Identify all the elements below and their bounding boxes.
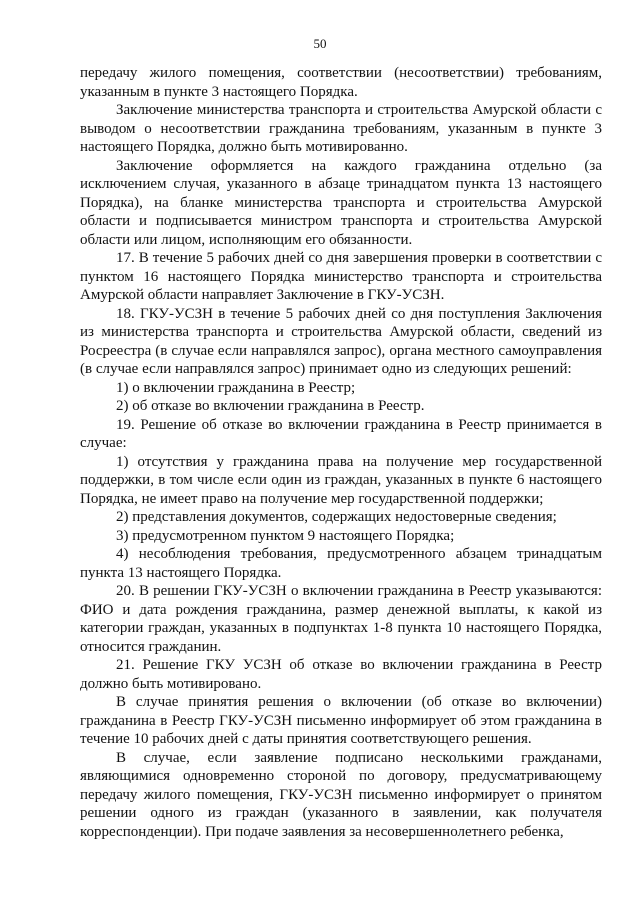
list-item-19-3: 3) предусмотренном пунктом 9 настоящего Порядка;: [116, 527, 455, 544]
list-item-19-4: 4) несоблюдения требования, предусмотренного абзацем тринадцатым пункта 13 настоящего Порядка.: [80, 546, 602, 581]
paragraph-21: 21. Решение ГКУ УСЗН об отказе во включении гражданина в Реестр должно быть мотивировано.: [80, 657, 602, 692]
list-item-18-2: 2) об отказе во включении гражданина в Реестр.: [116, 398, 425, 414]
paragraph-18: 18. ГКУ-УСЗН в течение 5 рабочих дней со дня поступления Заключения из министерства транспорта и строительства Амурской области, сведений из Росреестра (в случае если направлялся запрос), органа местного самоуправления (в случае если направлялся запрос) принимает одно из следующих решений:: [80, 305, 602, 377]
paragraph-20: 20. В решении ГКУ-УСЗН о включении гражданина в Реестр указываются: ФИО и дата рождения гражданина, размер денежной выплаты, к какой из категории граждан, указанных в подпунктах 1-8 пункта 10 настоящего Порядка, относится гражданин.: [80, 583, 602, 655]
paragraph-conclusion-form: Заключение оформляется на каждого гражданина отдельно (за исключением случая, указанного в абзаце тринадцатом пункта 13 настоящего Порядка), на бланке министерства транспорта и строительства Амурской области и подписывается министром транспорта и строительства Амурской области или лицом, исполняющим его обязанности.: [80, 157, 602, 248]
paragraph-19: 19. Решение об отказе во включении гражданина в Реестр принимается в случае:: [80, 416, 602, 451]
paragraph-notification: В случае принятия решения о включении (об отказе во включении) гражданина в Реестр ГКУ-УСЗН письменно информирует об этом гражданина в течение 10 рабочих дней с даты принятия соответствующего решения.: [80, 694, 602, 747]
paragraph-continuation: передачу жилого помещения, соответствии (несоответствии) требованиям, указанным в пункте 3 настоящего Порядка.: [80, 65, 602, 100]
list-item-19-1: 1) отсутствия у гражданина права на получение мер государственной поддержки, в том числе если один из граждан, указанных в пункте 6 настоящего Порядка, не имеет право на получение мер государственной поддержки;: [80, 453, 602, 507]
paragraph-conclusion-motivation: Заключение министерства транспорта и строительства Амурской области с выводом о несоответствии гражданина требованиям, указанным в пункте 3 настоящего Порядка, должно быть мотивированно.: [80, 102, 602, 155]
list-item-18-1: 1) о включении гражданина в Реестр;: [116, 379, 356, 396]
paragraph-multiple-applicants: В случае, если заявление подписано несколькими гражданами, являющимися одновременно стороной по договору, предусматривающему передачу жилого помещения, ГКУ-УСЗН письменно информирует о принятом решении одного из граждан (указанного в заявлении, как получателя корреспонденции). При подаче заявления за несовершеннолетнего ребенка,: [80, 749, 602, 840]
document-body: [80, 64, 602, 841]
list-item-19-2: 2) представления документов, содержащих недостоверные сведения;: [116, 509, 557, 525]
page-number: 50: [313, 36, 327, 51]
paragraph-17: 17. В течение 5 рабочих дней со дня завершения проверки в соответствии с пунктом 16 настоящего Порядка министерство транспорта и строительства Амурской области направляет Заключение в ГКУ-УСЗН.: [80, 250, 602, 303]
